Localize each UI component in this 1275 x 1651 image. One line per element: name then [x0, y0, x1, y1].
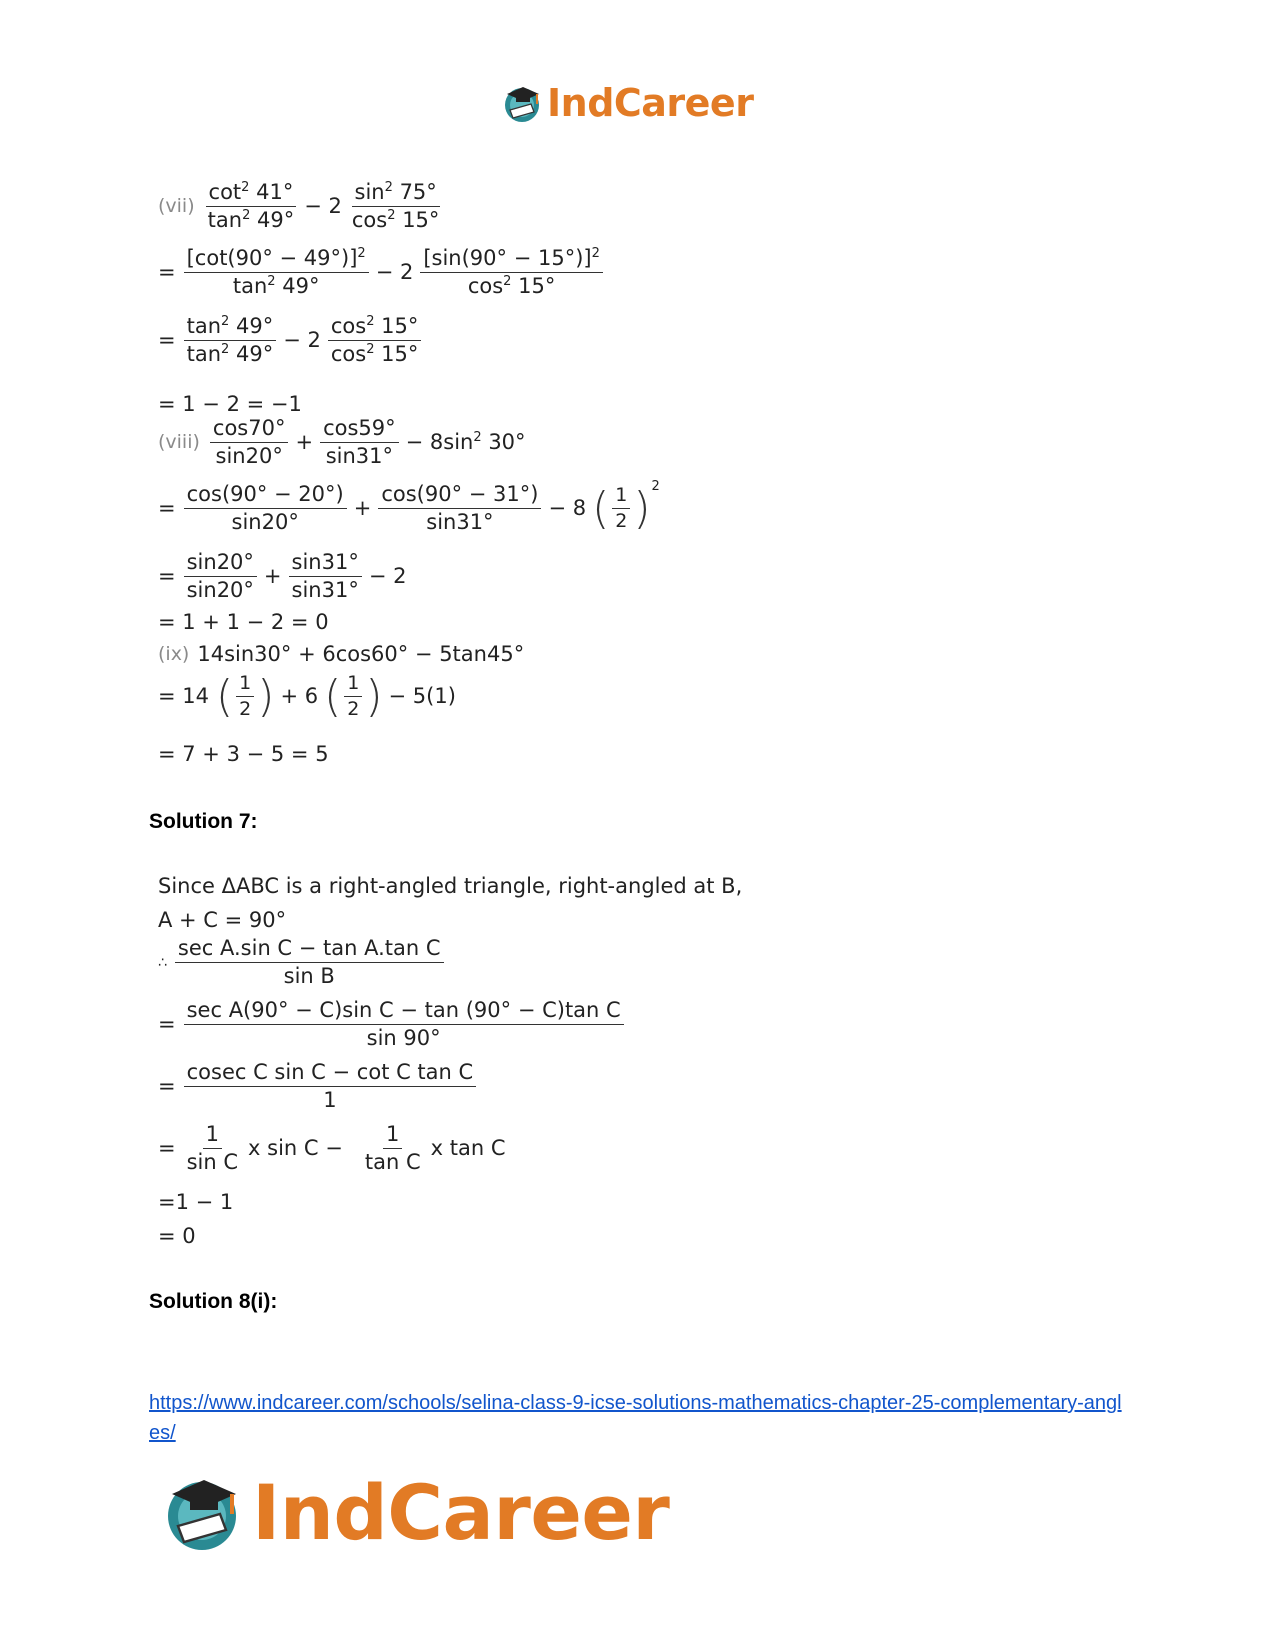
fraction: $\frac{\sin^2 75^\circ}{\cos^2 15^\circ}$	[351, 180, 440, 232]
vii-line-3: = $\frac{\tan^2 49^\circ}{\tan^2 49^\circ}$ − 2 $\frac{\cos^2 15^\circ}{\cos^2 15^\circ}$	[158, 316, 423, 365]
sol7-line-7: =1 − 1	[158, 1190, 234, 1214]
ix-line-2: = 14 ( $\frac{1}{2}$ ) + 6 ( $\frac{1}{2}$ ) − 5(1)	[158, 670, 456, 722]
fraction: $\frac{\cos^2 15^\circ}{\cos^2 15^\circ}$	[328, 316, 422, 365]
sol7-line-2: A + C = 90°	[158, 908, 287, 932]
sol7-line-1: Since ΔABC is a right-angled triangle, right-angled at B,	[158, 874, 743, 898]
viii-line-2: = $\frac{\cos(90^\circ - 20^\circ)}{\sin 20^\circ}$ + $\frac{\cos(90^\circ - 31^\circ)}{\sin 31^\circ}$ − 8 ( $\frac{1}{2}$ ) 2	[158, 479, 660, 534]
source-link[interactable]: https://www.indcareer.com/schools/selina-class-9-icse-solutions-mathematics-chapter-25-complementary-angles/	[149, 1392, 1122, 1444]
solution-7-heading: Solution 7:	[149, 810, 258, 833]
viii-line-3: = $\frac{\sin 20^\circ}{\sin 20^\circ}$ + $\frac{\sin 31^\circ}{\sin 31^\circ}$ − 2	[158, 550, 407, 602]
fraction: $\frac{[\cot(90^\circ - 49^\circ)]^2}{\tan^2 49^\circ}$	[184, 248, 369, 297]
footer-logo	[160, 1467, 670, 1557]
vii-line-4: = 1 − 2 = −1	[158, 392, 302, 416]
part-tag: (vii)	[158, 195, 195, 217]
graduation-globe-icon	[501, 82, 543, 124]
header-logo	[501, 80, 753, 126]
fraction: $\frac{\tan^2 49^\circ}{\tan^2 49^\circ}$	[184, 316, 277, 365]
vii-line-2: = $\frac{[\cot(90^\circ - 49^\circ)]^2}{\tan^2 49^\circ}$ − 2 $\frac{[\sin(90^\circ - 15^\circ)]^2}{\cos^2 15^\circ}$	[158, 248, 605, 297]
sol7-line-6: = $\frac{1}{\text{sin C}}$ x sin C − $\frac{1}{\text{tan C}}$ x tan C	[158, 1122, 506, 1174]
brand-name: IndCareer	[252, 1467, 670, 1557]
viii-line-1: (viii) $\frac{\cos 70^\circ}{\sin 20^\circ}$ + $\frac{\cos 59^\circ}{\sin 31^\circ}$ − $8\sin^2$ 30°	[158, 416, 526, 468]
ix-line-3: = 7 + 3 − 5 = 5	[158, 742, 329, 766]
fraction: $\frac{\cot^2 41^\circ}{\tan^2 49^\circ}$	[205, 182, 298, 231]
solution-8i-heading: Solution 8(i):	[149, 1290, 278, 1313]
graduation-globe-icon	[160, 1470, 244, 1554]
fraction: $\frac{[\sin(90^\circ - 15^\circ)]^2}{\cos^2 15^\circ}$	[420, 248, 603, 297]
ix-line-1: (ix) 14sin30° + 6cos60° − 5tan45°	[158, 642, 525, 666]
brand-name: IndCareer	[547, 81, 754, 125]
sol7-line-5: = $\frac{\text{cosec C sin C − cot C tan C}}{1}$	[158, 1062, 478, 1111]
vii-line-1: (vii) $\frac{\cot^2 41^\circ}{\tan^2 49^\circ}$ − 2 $\frac{\sin^2 75^\circ}{\cos^2 15^\circ}$	[158, 182, 444, 231]
sol7-line-4: = $\frac{\text{sec A(90° − C)sin C − tan (90° − C)tan C}}{\sin 90^\circ}$	[158, 1000, 626, 1049]
sol7-line-8: = 0	[158, 1224, 196, 1248]
sol7-line-3: ∴ $\frac{\text{sec A.sin C − tan A.tan C}}{\text{sin B}}$	[158, 938, 446, 987]
viii-line-4: = 1 + 1 − 2 = 0	[158, 610, 329, 634]
